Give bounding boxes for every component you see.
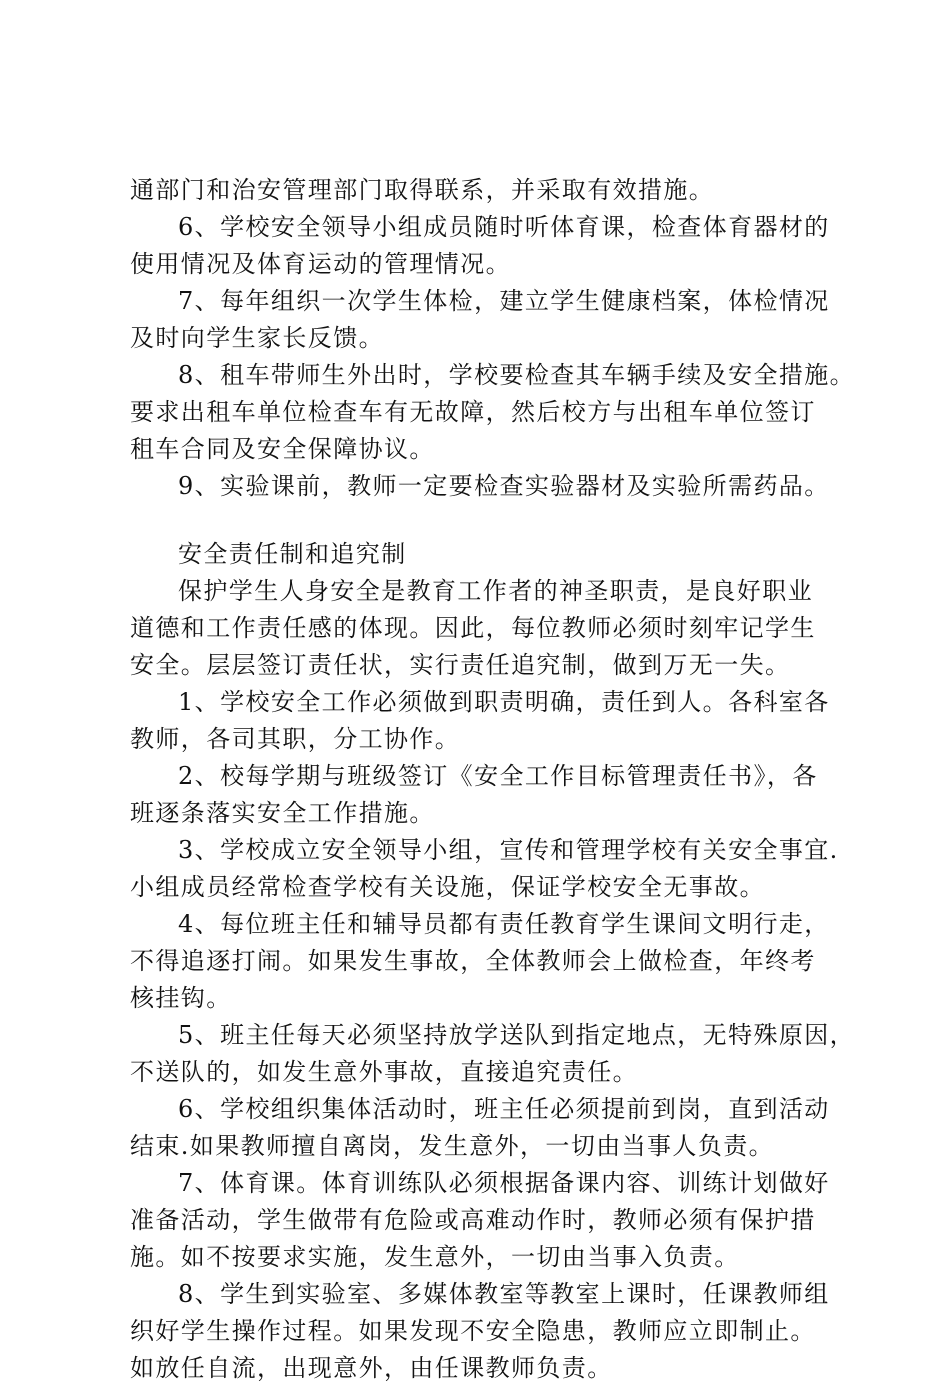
text-line: 织好学生操作过程。如果发现不安全隐患，教师应立即制止。 (130, 1317, 816, 1345)
section-title: 安全责任制和追究制 (178, 540, 407, 568)
text-line: 不送队的，如发生意外事故，直接追究责任。 (130, 1058, 638, 1086)
text-line: 7、每年组织一次学生体检，建立学生健康档案，体检情况 (178, 287, 830, 315)
text-line: 6、学校安全领导小组成员随时听体育课，检查体育器材的 (178, 213, 830, 241)
text-line: 小组成员经常检查学校有关设施，保证学校安全无事故。 (130, 873, 765, 901)
text-line: 道德和工作责任感的体现。因此，每位教师必须时刻牢记学生 (130, 614, 816, 642)
text-line: 5、班主任每天必须坚持放学送队到指定地点，无特殊原因， (178, 1021, 856, 1049)
text-line: 准备活动，学生做带有危险或高难动作时，教师必须有保护措 (130, 1206, 816, 1234)
paragraph-gap (130, 505, 834, 536)
text-line: 8、租车带师生外出时，学校要检查其车辆手续及安全措施。 (178, 361, 856, 389)
text-line: 保护学生人身安全是教育工作者的神圣职责，是良好职业 (178, 577, 813, 605)
document-body (130, 172, 856, 1387)
text-line: 使用情况及体育运动的管理情况。 (130, 250, 511, 278)
text-line: 3、学校成立安全领导小组，宣传和管理学校有关安全事宜. (178, 836, 839, 864)
text-line: 及时向学生家长反馈。 (130, 324, 384, 352)
text-line: 7、体育课。体育训练队必须根据备课内容、训练计划做好 (178, 1169, 830, 1197)
text-line: 6、学校组织集体活动时，班主任必须提前到岗，直到活动 (178, 1095, 830, 1123)
text-line: 租车合同及安全保障协议。 (130, 435, 435, 463)
text-line: 施。如不按要求实施，发生意外，一切由当事入负责。 (130, 1243, 740, 1271)
text-line: 核挂钩。 (130, 984, 232, 1012)
text-line: 4、每位班主任和辅导员都有责任教育学生课间文明行走， (178, 910, 830, 938)
text-line: 教师，各司其职，分工协作。 (130, 725, 461, 753)
text-line: 2、校每学期与班级签订《安全工作目标管理责任书》，各 (178, 762, 818, 790)
text-line: 8、学生到实验室、多媒体教室等教室上课时，任课教师组 (178, 1280, 830, 1308)
text-line: 安全。层层签订责任状，实行责任追究制，做到万无一失。 (130, 651, 791, 679)
text-line: 要求出租车单位检查车有无故障，然后校方与出租车单位签订 (130, 398, 816, 426)
text-line: 不得追逐打闹。如果发生事故，全体教师会上做检查，年终考 (130, 947, 816, 975)
text-line: 如放任自流，出现意外，由任课教师负责。 (130, 1354, 613, 1382)
text-line: 9、实验课前，教师一定要检查实验器材及实验所需药品。 (178, 472, 830, 500)
text-line: 班逐条落实安全工作措施。 (130, 799, 435, 827)
text-line: 1、学校安全工作必须做到职责明确，责任到人。各科室各 (178, 688, 830, 716)
text-line: 结束.如果教师擅自离岗，发生意外，一切由当事人负责。 (130, 1132, 775, 1160)
text-line: 通部门和治安管理部门取得联系，并采取有效措施。 (130, 176, 715, 204)
